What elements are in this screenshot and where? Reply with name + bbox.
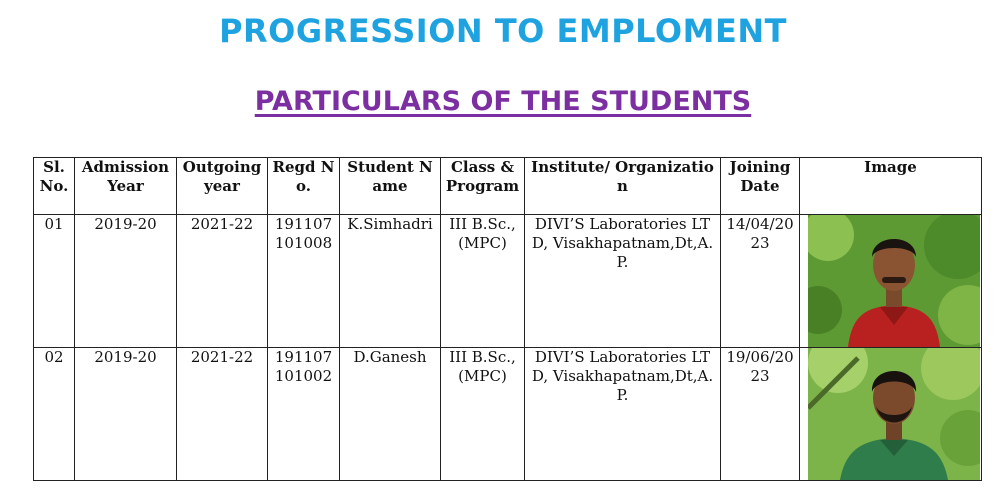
table-row [34,215,982,348]
header-institute: Institute/ Organization [525,158,721,215]
header-outgoing-year: Outgoing year [177,158,268,215]
header-admission-year: Admission Year [75,158,177,215]
cell-sl-no: 01 [34,215,75,348]
cell-outgoing-year: 2021-22 [177,215,268,348]
header-sl-no: Sl. No. [34,158,75,215]
cell-sl-no: 02 [34,348,75,481]
cell-joining-date: 14/04/2023 [721,215,800,348]
cell-joining-date: 19/06/2023 [721,348,800,481]
cell-class-program: III B.Sc., (MPC) [441,348,525,481]
cell-image [800,215,982,348]
subtitle-text: PARTICULARS OF THE STUDENTS [254,86,752,117]
cell-regd-no: 191107101002 [268,348,340,481]
cell-regd-no: 191107101008 [268,215,340,348]
cell-student-name: D.Ganesh [340,348,441,481]
table-header-row [34,158,982,215]
student-photo-icon [808,348,980,480]
header-student-name: Student Name [340,158,441,215]
table-row [34,348,982,481]
cell-admission-year: 2019-20 [75,215,177,348]
cell-institute: DIVI’S Laboratories LTD, Visakhapatnam,Dt,A.P. [525,215,721,348]
page-subtitle [0,86,1006,117]
header-joining-date: Joining Date [721,158,800,215]
cell-outgoing-year: 2021-22 [177,348,268,481]
cell-class-program: III B.Sc., (MPC) [441,215,525,348]
page-title: PROGRESSION TO EMPLOMENT [219,12,787,50]
cell-institute: DIVI’S Laboratories LTD, Visakhapatnam,Dt,A.P. [525,348,721,481]
students-table [33,157,982,481]
student-photo-icon [808,215,980,347]
cell-admission-year: 2019-20 [75,348,177,481]
cell-image [800,348,982,481]
cell-student-name: K.Simhadri [340,215,441,348]
header-image: Image [800,158,982,215]
header-class-program: Class & Program [441,158,525,215]
header-regd-no: Regd No. [268,158,340,215]
